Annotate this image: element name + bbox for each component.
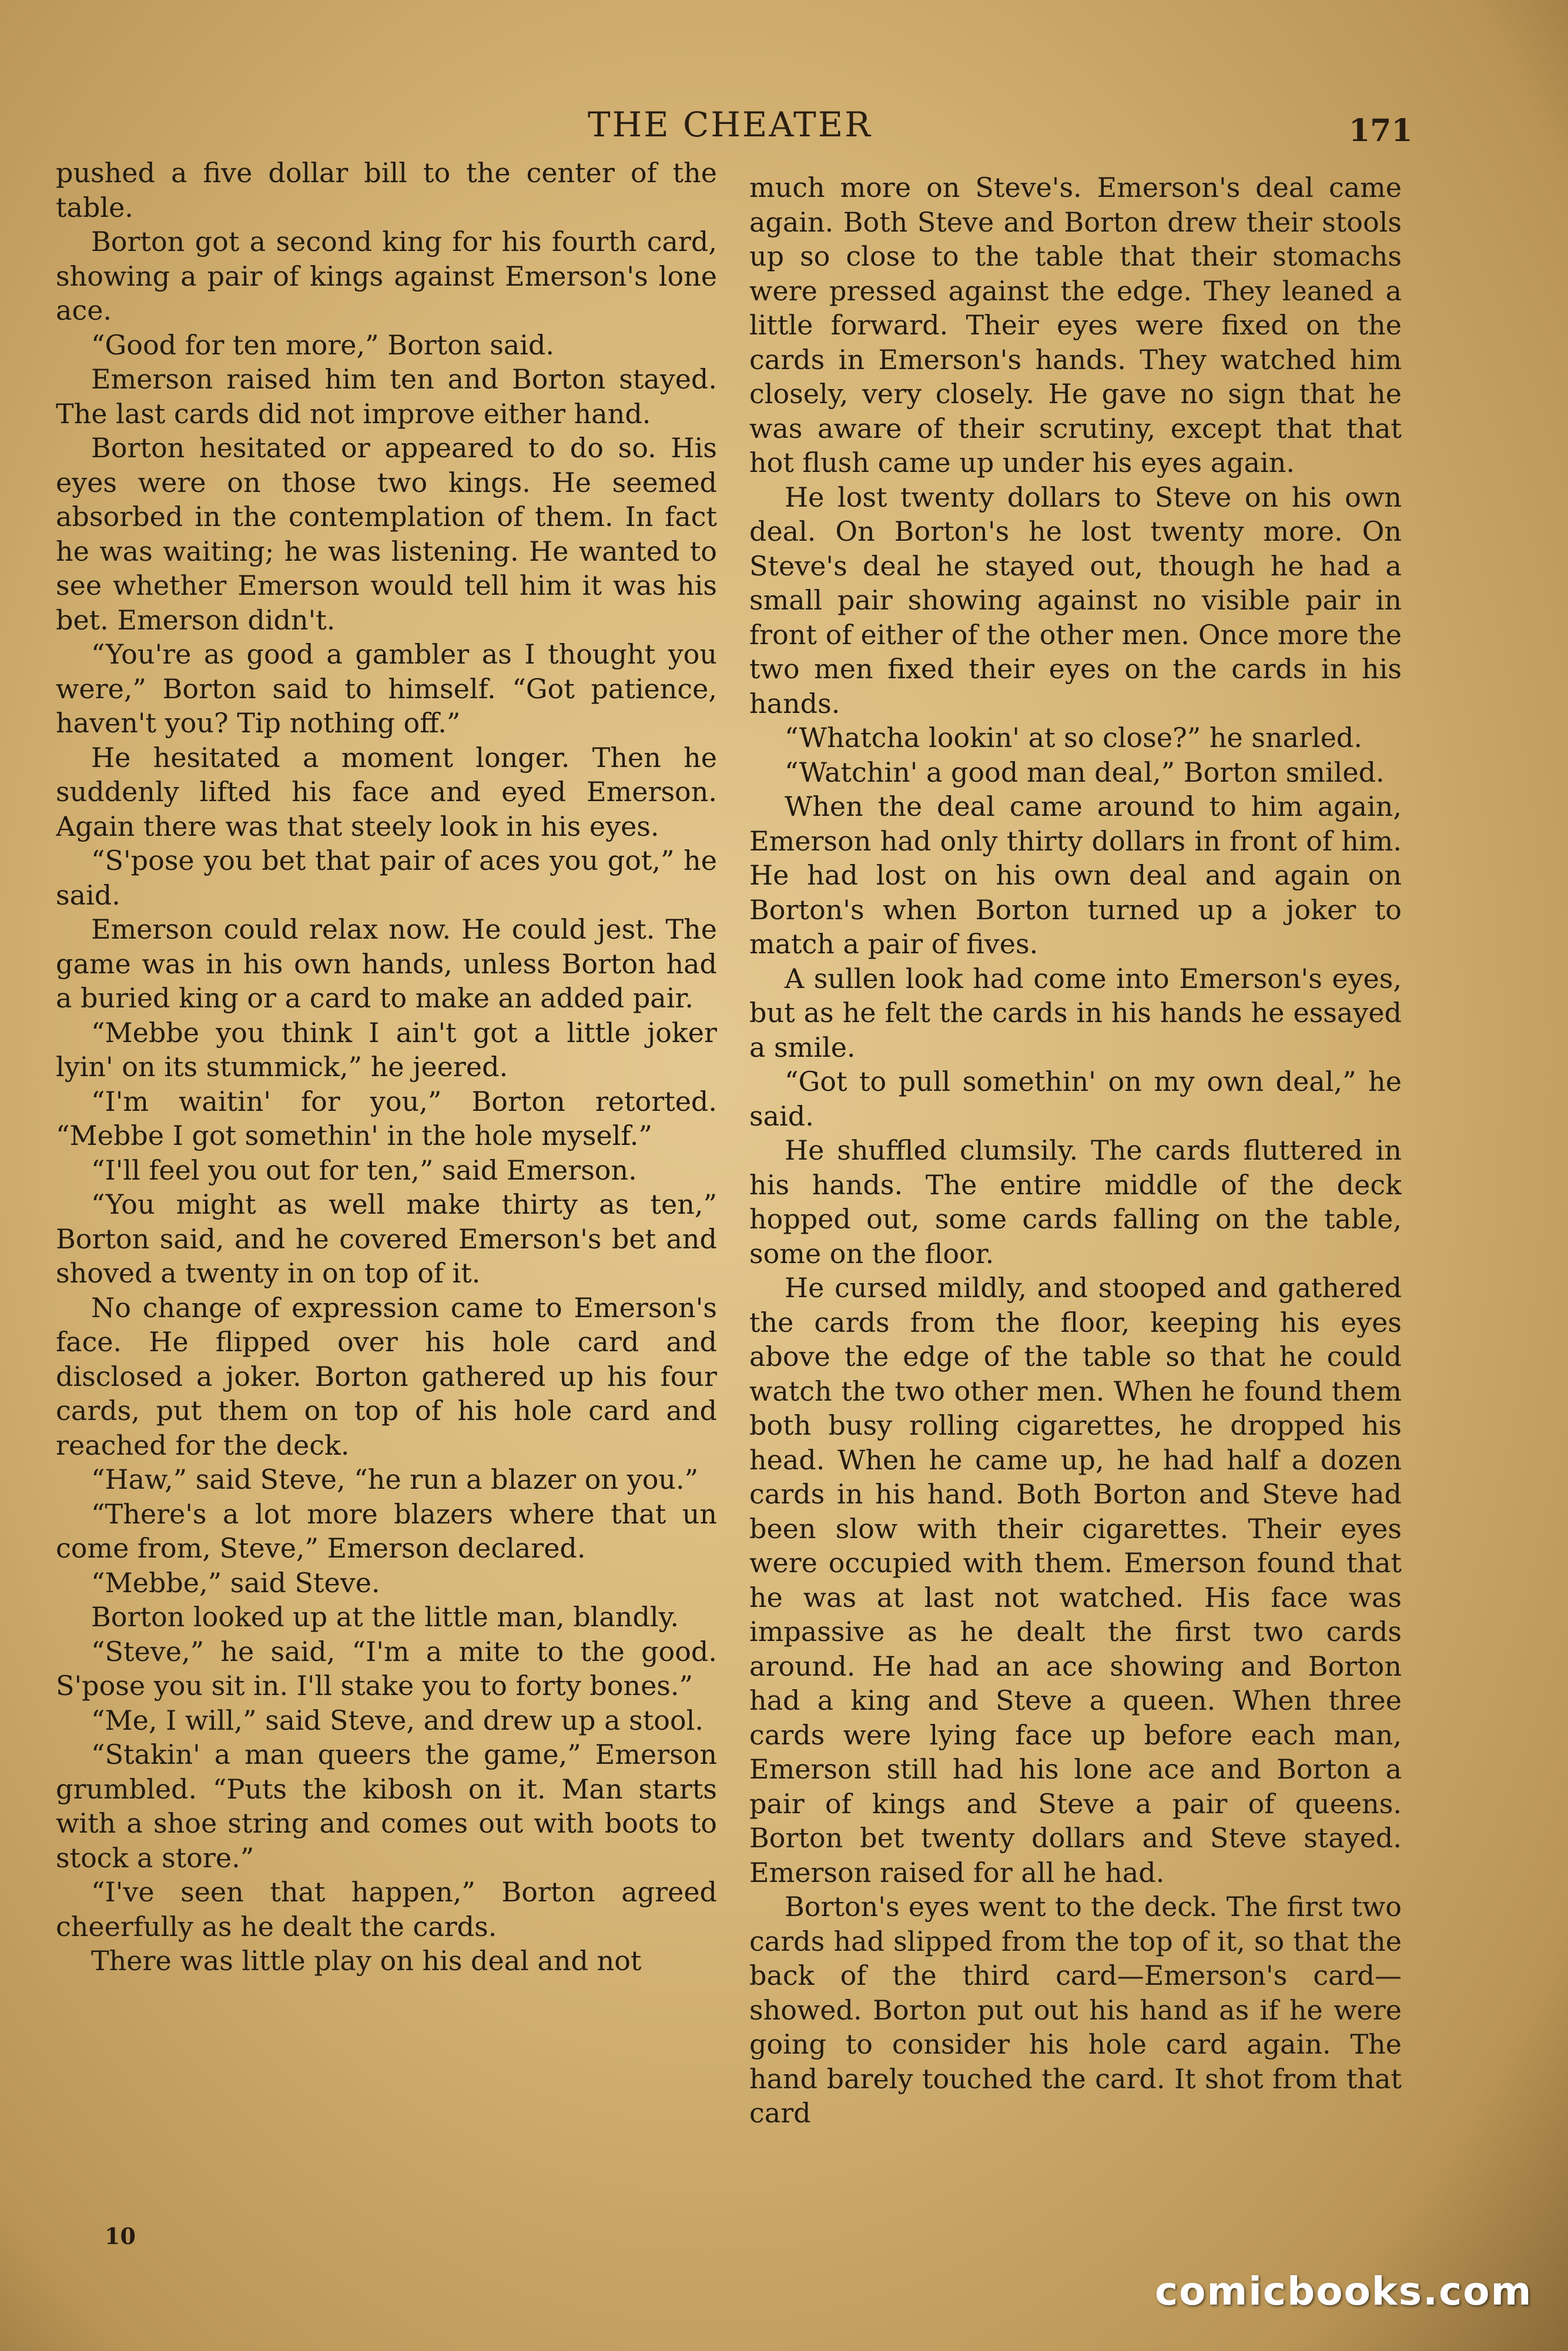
paragraph: much more on Steve's. Emerson's deal came again. Both Steve and Borton drew their stools up so close to the table that their stomachs were pressed against the edge. They leaned a little forward. Their eyes were fixed on the cards in Emerson's hands. They watched him closely, very closely. He gave no sign that he was aware of their scrutiny, except that that hot flush came up under his eyes again. (749, 172, 1402, 478)
paragraph: “Good for ten more,” Borton said. (91, 329, 555, 361)
right-column (749, 170, 1402, 2263)
paragraph: He hesitated a moment longer. Then he suddenly lifted his face and eyed Emerson. Again there was that steely look in his eyes. (56, 741, 717, 842)
page-number: 171 (1349, 113, 1413, 149)
paragraph: “I'm waitin' for you,” Borton retorted. “Mebbe I got somethin' in the hole myself.” (56, 1085, 717, 1151)
paragraph: Emerson raised him ten and Borton stayed. The last cards did not improve either hand. (56, 363, 717, 430)
paragraph: He shuffled clumsily. The cards fluttered in his hands. The entire middle of the deck hopped out, some cards falling on the table, some on the floor. (749, 1134, 1402, 1270)
paragraph: “I'll feel you out for ten,” said Emerson. (91, 1154, 637, 1186)
folio-signature-mark: 10 (105, 2223, 136, 2249)
paragraph: “Me, I will,” said Steve, and drew up a stool. (91, 1704, 703, 1736)
paragraph: “There's a lot more blazers where that un come from, Steve,” Emerson declared. (56, 1498, 717, 1564)
paragraph: “You're as good a gambler as I thought you were,” Borton said to himself. “Got patience, haven't you? Tip nothing off.” (56, 638, 717, 739)
paragraph: pushed a five dollar bill to the center of the table. (56, 157, 717, 223)
paragraph: A sullen look had come into Emerson's eyes, but as he felt the cards in his hands he essayed a smile. (749, 962, 1402, 1063)
watermark: comicbooks.com (1155, 2269, 1533, 2314)
paragraph: He lost twenty dollars to Steve on his own deal. On Borton's he lost twenty more. On Steve's deal he stayed out, though he had a small pair showing against no visible pair in front of either of the other men. Once more the two men fixed their eyes on the cards in his hands. (749, 481, 1402, 719)
paragraph: “Stakin' a man queers the game,” Emerson grumbled. “Puts the kibosh on it. Man starts with a shoe string and comes out with boots to stock a store.” (56, 1739, 717, 1874)
paragraph: “Steve,” he said, “I'm a mite to the good. S'pose you sit in. I'll stake you to forty bones.” (56, 1635, 717, 1702)
paragraph: Borton hesitated or appeared to do so. His eyes were on those two kings. He seemed absorbed in the contemplation of them. In fact he was waiting; he was listening. He wanted to see whether Emerson would tell him it was his bet. Emerson didn't. (56, 432, 717, 636)
page-header (0, 105, 1568, 152)
left-column (56, 156, 717, 2248)
paragraph: “You might as well make thirty as ten,” Borton said, and he covered Emerson's bet and shoved a twenty in on top of it. (56, 1188, 717, 1289)
paragraph: “S'pose you bet that pair of aces you got,” he said. (56, 845, 717, 911)
paragraph: He cursed mildly, and stooped and gathered the cards from the floor, keeping his eyes above the edge of the table so that he could watch the two other men. When he found them both busy rolling cigarettes, he dropped his head. When he came up, he had half a dozen cards in his hand. Both Borton and Steve had been slow with their cigarettes. Their eyes were occupied with them. Emerson found that he was at last not watched. His face was impassive as he dealt the first two cards around. He had an ace showing and Borton had a king and Steve a queen. When three cards were lying face up before each man, Emerson still had his lone ace and Borton a pair of kings and Steve a pair of queens. Borton bet twenty dollars and Steve stayed. Emerson raised for all he had. (749, 1272, 1402, 1888)
paragraph: When the deal came around to him again, Emerson had only thirty dollars in front of him. He had lost on his own deal and again on Borton's when Borton turned up a joker to match a pair of fives. (749, 791, 1402, 960)
paragraph: “Whatcha lookin' at so close?” he snarled. (785, 722, 1363, 753)
paragraph: Borton looked up at the little man, blandly. (91, 1601, 679, 1633)
paragraph: Borton's eyes went to the deck. The first two cards had slipped from the top of it, so that the back of the third card—Emerson's card—showed. Borton put out his hand as if he were going to consider his hole card again. The hand barely touched the card. It shot from that card (749, 1891, 1402, 2129)
paragraph: “Haw,” said Steve, “he run a blazer on you.” (91, 1463, 699, 1495)
paragraph: “Mebbe,” said Steve. (91, 1566, 380, 1599)
paragraph: “I've seen that happen,” Borton agreed cheerfully as he dealt the cards. (56, 1876, 717, 1943)
paragraph: There was little play on his deal and not (91, 1945, 642, 1977)
paragraph: No change of expression came to Emerson's face. He flipped over his hole card and disclosed a joker. Borton gathered up his four cards, put them on top of his hole card and reached for the deck. (56, 1291, 717, 1461)
paragraph: “Watchin' a good man deal,” Borton smiled. (785, 756, 1385, 788)
paragraph: “Mebbe you think I ain't got a little joker lyin' on its stummick,” he jeered. (56, 1016, 717, 1083)
running-title: THE CHEATER (588, 105, 872, 145)
paragraph: Borton got a second king for his fourth card, showing a pair of kings against Emerson's lone ace. (56, 226, 717, 326)
paragraph: Emerson could relax now. He could jest. The game was in his own hands, unless Borton had a buried king or a card to make an added pair. (56, 913, 717, 1014)
paragraph: “Got to pull somethin' on my own deal,” he said. (749, 1066, 1402, 1132)
